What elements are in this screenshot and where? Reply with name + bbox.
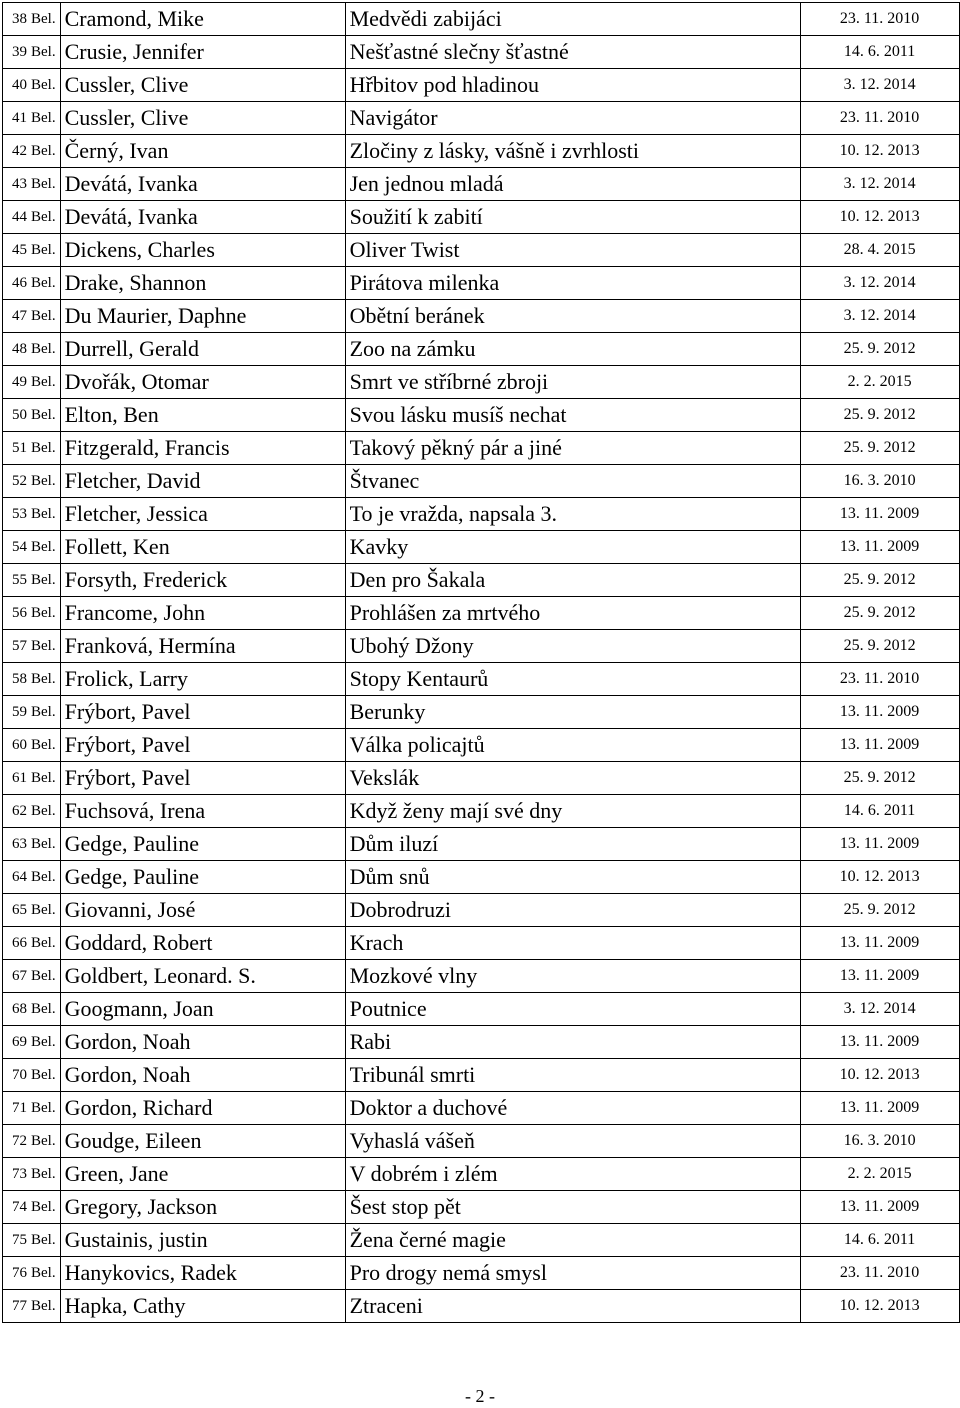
row-number-cell: [3, 630, 61, 663]
date-cell: 25. 9. 2012: [800, 894, 959, 927]
author-cell: Goldbert, Leonard. S.: [60, 960, 345, 993]
date-cell: 13. 11. 2009: [800, 1026, 959, 1059]
library-code: Bel.: [31, 571, 56, 588]
table-row: [3, 1191, 960, 1224]
library-code: Bel.: [31, 406, 56, 423]
row-number: 41: [12, 109, 27, 126]
table-row: [3, 465, 960, 498]
date-cell: 25. 9. 2012: [800, 432, 959, 465]
row-number: 60: [12, 736, 27, 753]
table-row: [3, 69, 960, 102]
title-cell: Navigátor: [345, 102, 800, 135]
title-cell: Takový pěkný pár a jiné: [345, 432, 800, 465]
date-cell: 25. 9. 2012: [800, 399, 959, 432]
title-cell: Poutnice: [345, 993, 800, 1026]
row-number: 62: [12, 802, 27, 819]
title-cell: Kavky: [345, 531, 800, 564]
author-cell: Durrell, Gerald: [60, 333, 345, 366]
date-cell: 2. 2. 2015: [800, 1158, 959, 1191]
title-cell: To je vražda, napsala 3.: [345, 498, 800, 531]
author-cell: Follett, Ken: [60, 531, 345, 564]
library-code: Bel.: [31, 10, 56, 27]
row-number-cell: [3, 267, 61, 300]
library-code: Bel.: [31, 1132, 56, 1149]
title-cell: Zoo na zámku: [345, 333, 800, 366]
date-cell: 3. 12. 2014: [800, 300, 959, 333]
row-number: 64: [12, 868, 27, 885]
row-number: 39: [12, 43, 27, 60]
row-number-cell: [3, 597, 61, 630]
row-number: 49: [12, 373, 27, 390]
date-cell: 14. 6. 2011: [800, 36, 959, 69]
row-number: 40: [12, 76, 27, 93]
table-row: [3, 234, 960, 267]
library-code: Bel.: [31, 1231, 56, 1248]
title-cell: Dobrodruzi: [345, 894, 800, 927]
library-code: Bel.: [31, 1066, 56, 1083]
library-code: Bel.: [31, 109, 56, 126]
row-number-cell: [3, 861, 61, 894]
author-cell: Gedge, Pauline: [60, 828, 345, 861]
row-number-cell: [3, 36, 61, 69]
row-number-cell: [3, 135, 61, 168]
author-cell: Dickens, Charles: [60, 234, 345, 267]
book-list-sheet: [2, 2, 960, 1323]
table-row: [3, 333, 960, 366]
author-cell: Crusie, Jennifer: [60, 36, 345, 69]
row-number: 51: [12, 439, 27, 456]
table-row: [3, 564, 960, 597]
library-code: Bel.: [31, 802, 56, 819]
table-row: [3, 894, 960, 927]
title-cell: Rabi: [345, 1026, 800, 1059]
table-row: [3, 1059, 960, 1092]
row-number-cell: [3, 399, 61, 432]
date-cell: 3. 12. 2014: [800, 267, 959, 300]
library-code: Bel.: [31, 274, 56, 291]
title-cell: Doktor a duchové: [345, 1092, 800, 1125]
row-number-cell: [3, 201, 61, 234]
row-number-cell: [3, 795, 61, 828]
library-code: Bel.: [31, 340, 56, 357]
table-row: [3, 135, 960, 168]
library-code: Bel.: [31, 769, 56, 786]
library-code: Bel.: [31, 1099, 56, 1116]
row-number: 63: [12, 835, 27, 852]
table-row: [3, 729, 960, 762]
library-code: Bel.: [31, 1000, 56, 1017]
author-cell: Gordon, Noah: [60, 1026, 345, 1059]
author-cell: Googmann, Joan: [60, 993, 345, 1026]
author-cell: Frýbort, Pavel: [60, 729, 345, 762]
library-code: Bel.: [31, 307, 56, 324]
date-cell: 23. 11. 2010: [800, 3, 959, 36]
row-number: 54: [12, 538, 27, 555]
title-cell: Štvanec: [345, 465, 800, 498]
library-code: Bel.: [31, 703, 56, 720]
library-code: Bel.: [31, 1264, 56, 1281]
author-cell: Frýbort, Pavel: [60, 762, 345, 795]
row-number: 56: [12, 604, 27, 621]
row-number-cell: [3, 960, 61, 993]
author-cell: Forsyth, Frederick: [60, 564, 345, 597]
title-cell: Dům snů: [345, 861, 800, 894]
row-number-cell: [3, 1290, 61, 1323]
row-number-cell: [3, 366, 61, 399]
table-row: [3, 1026, 960, 1059]
row-number: 44: [12, 208, 27, 225]
library-code: Bel.: [31, 868, 56, 885]
row-number: 69: [12, 1033, 27, 1050]
table-row: [3, 927, 960, 960]
date-cell: 25. 9. 2012: [800, 564, 959, 597]
author-cell: Cramond, Mike: [60, 3, 345, 36]
book-table: [2, 2, 960, 1323]
row-number: 67: [12, 967, 27, 984]
table-row: [3, 795, 960, 828]
date-cell: 13. 11. 2009: [800, 729, 959, 762]
table-row: [3, 1290, 960, 1323]
date-cell: 3. 12. 2014: [800, 168, 959, 201]
row-number-cell: [3, 1059, 61, 1092]
author-cell: Fitzgerald, Francis: [60, 432, 345, 465]
row-number-cell: [3, 432, 61, 465]
library-code: Bel.: [31, 439, 56, 456]
title-cell: Pro drogy nemá smysl: [345, 1257, 800, 1290]
table-row: [3, 1224, 960, 1257]
author-cell: Dvořák, Otomar: [60, 366, 345, 399]
title-cell: Svou lásku musíš nechat: [345, 399, 800, 432]
table-row: [3, 399, 960, 432]
table-row: [3, 861, 960, 894]
title-cell: Tribunál smrti: [345, 1059, 800, 1092]
table-row: [3, 3, 960, 36]
author-cell: Goddard, Robert: [60, 927, 345, 960]
table-row: [3, 993, 960, 1026]
row-number: 46: [12, 274, 27, 291]
library-code: Bel.: [31, 208, 56, 225]
row-number-cell: [3, 465, 61, 498]
title-cell: V dobrém i zlém: [345, 1158, 800, 1191]
author-cell: Giovanni, José: [60, 894, 345, 927]
title-cell: Dům iluzí: [345, 828, 800, 861]
row-number-cell: [3, 663, 61, 696]
row-number: 75: [12, 1231, 27, 1248]
library-code: Bel.: [31, 538, 56, 555]
row-number-cell: [3, 531, 61, 564]
library-code: Bel.: [31, 43, 56, 60]
row-number: 74: [12, 1198, 27, 1215]
row-number-cell: [3, 1026, 61, 1059]
row-number-cell: [3, 993, 61, 1026]
table-row: [3, 630, 960, 663]
title-cell: Medvědi zabijáci: [345, 3, 800, 36]
library-code: Bel.: [31, 1165, 56, 1182]
row-number: 38: [12, 10, 27, 27]
author-cell: Fletcher, Jessica: [60, 498, 345, 531]
title-cell: Vekslák: [345, 762, 800, 795]
row-number-cell: [3, 1224, 61, 1257]
row-number-cell: [3, 894, 61, 927]
library-code: Bel.: [31, 670, 56, 687]
library-code: Bel.: [31, 934, 56, 951]
library-code: Bel.: [31, 835, 56, 852]
table-row: [3, 300, 960, 333]
title-cell: Stopy Kentaurů: [345, 663, 800, 696]
date-cell: 13. 11. 2009: [800, 960, 959, 993]
library-code: Bel.: [31, 76, 56, 93]
title-cell: Zločiny z lásky, vášně i zvrhlosti: [345, 135, 800, 168]
date-cell: 28. 4. 2015: [800, 234, 959, 267]
row-number: 71: [12, 1099, 27, 1116]
author-cell: Gregory, Jackson: [60, 1191, 345, 1224]
date-cell: 10. 12. 2013: [800, 135, 959, 168]
row-number: 52: [12, 472, 27, 489]
author-cell: Hanykovics, Radek: [60, 1257, 345, 1290]
row-number: 76: [12, 1264, 27, 1281]
table-row: [3, 102, 960, 135]
row-number: 65: [12, 901, 27, 918]
row-number: 59: [12, 703, 27, 720]
date-cell: 25. 9. 2012: [800, 630, 959, 663]
page-number: - 2 -: [465, 1386, 495, 1406]
author-cell: Cussler, Clive: [60, 69, 345, 102]
title-cell: Krach: [345, 927, 800, 960]
date-cell: 23. 11. 2010: [800, 663, 959, 696]
row-number-cell: [3, 234, 61, 267]
date-cell: 13. 11. 2009: [800, 1191, 959, 1224]
author-cell: Gordon, Noah: [60, 1059, 345, 1092]
table-row: [3, 498, 960, 531]
library-code: Bel.: [31, 241, 56, 258]
author-cell: Frýbort, Pavel: [60, 696, 345, 729]
date-cell: 25. 9. 2012: [800, 333, 959, 366]
library-code: Bel.: [31, 472, 56, 489]
title-cell: Žena černé magie: [345, 1224, 800, 1257]
date-cell: 25. 9. 2012: [800, 762, 959, 795]
title-cell: Oliver Twist: [345, 234, 800, 267]
row-number: 61: [12, 769, 27, 786]
row-number: 77: [12, 1297, 27, 1314]
author-cell: Du Maurier, Daphne: [60, 300, 345, 333]
library-code: Bel.: [31, 175, 56, 192]
library-code: Bel.: [31, 604, 56, 621]
row-number-cell: [3, 300, 61, 333]
date-cell: 13. 11. 2009: [800, 696, 959, 729]
library-code: Bel.: [31, 967, 56, 984]
title-cell: Soužití k zabití: [345, 201, 800, 234]
title-cell: Ubohý Džony: [345, 630, 800, 663]
library-code: Bel.: [31, 901, 56, 918]
date-cell: 13. 11. 2009: [800, 828, 959, 861]
table-row: [3, 366, 960, 399]
table-row: [3, 960, 960, 993]
table-row: [3, 432, 960, 465]
library-code: Bel.: [31, 736, 56, 753]
title-cell: Nešťastné slečny šťastné: [345, 36, 800, 69]
row-number-cell: [3, 1125, 61, 1158]
row-number: 45: [12, 241, 27, 258]
author-cell: Hapka, Cathy: [60, 1290, 345, 1323]
author-cell: Gustainis, justin: [60, 1224, 345, 1257]
author-cell: Černý, Ivan: [60, 135, 345, 168]
title-cell: Pirátova milenka: [345, 267, 800, 300]
row-number-cell: [3, 729, 61, 762]
row-number: 70: [12, 1066, 27, 1083]
table-row: [3, 1257, 960, 1290]
library-code: Bel.: [31, 1033, 56, 1050]
date-cell: 13. 11. 2009: [800, 1092, 959, 1125]
date-cell: 14. 6. 2011: [800, 1224, 959, 1257]
table-row: [3, 36, 960, 69]
date-cell: 13. 11. 2009: [800, 927, 959, 960]
author-cell: Goudge, Eileen: [60, 1125, 345, 1158]
row-number: 57: [12, 637, 27, 654]
row-number-cell: [3, 828, 61, 861]
title-cell: Prohlášen za mrtvého: [345, 597, 800, 630]
date-cell: 10. 12. 2013: [800, 1290, 959, 1323]
date-cell: 14. 6. 2011: [800, 795, 959, 828]
date-cell: 10. 12. 2013: [800, 1059, 959, 1092]
row-number: 58: [12, 670, 27, 687]
title-cell: Mozkové vlny: [345, 960, 800, 993]
author-cell: Francome, John: [60, 597, 345, 630]
title-cell: Smrt ve stříbrné zbroji: [345, 366, 800, 399]
row-number-cell: [3, 1257, 61, 1290]
row-number-cell: [3, 168, 61, 201]
author-cell: Elton, Ben: [60, 399, 345, 432]
date-cell: 25. 9. 2012: [800, 597, 959, 630]
row-number: 48: [12, 340, 27, 357]
date-cell: 3. 12. 2014: [800, 993, 959, 1026]
date-cell: 16. 3. 2010: [800, 465, 959, 498]
row-number: 53: [12, 505, 27, 522]
library-code: Bel.: [31, 142, 56, 159]
row-number-cell: [3, 696, 61, 729]
row-number-cell: [3, 3, 61, 36]
row-number: 72: [12, 1132, 27, 1149]
date-cell: 2. 2. 2015: [800, 366, 959, 399]
row-number: 73: [12, 1165, 27, 1182]
table-row: [3, 597, 960, 630]
table-row: [3, 267, 960, 300]
table-row: [3, 828, 960, 861]
date-cell: 3. 12. 2014: [800, 69, 959, 102]
author-cell: Gordon, Richard: [60, 1092, 345, 1125]
library-code: Bel.: [31, 637, 56, 654]
author-cell: Fuchsová, Irena: [60, 795, 345, 828]
table-row: [3, 762, 960, 795]
date-cell: 10. 12. 2013: [800, 201, 959, 234]
date-cell: 13. 11. 2009: [800, 531, 959, 564]
date-cell: 23. 11. 2010: [800, 102, 959, 135]
row-number: 42: [12, 142, 27, 159]
table-row: [3, 1158, 960, 1191]
title-cell: Šest stop pět: [345, 1191, 800, 1224]
table-row: [3, 696, 960, 729]
table-row: [3, 663, 960, 696]
library-code: Bel.: [31, 373, 56, 390]
author-cell: Green, Jane: [60, 1158, 345, 1191]
library-code: Bel.: [31, 1297, 56, 1314]
date-cell: 16. 3. 2010: [800, 1125, 959, 1158]
row-number: 66: [12, 934, 27, 951]
title-cell: Berunky: [345, 696, 800, 729]
row-number-cell: [3, 498, 61, 531]
title-cell: Hřbitov pod hladinou: [345, 69, 800, 102]
table-row: [3, 168, 960, 201]
row-number-cell: [3, 1191, 61, 1224]
author-cell: Devátá, Ivanka: [60, 168, 345, 201]
title-cell: Válka policajtů: [345, 729, 800, 762]
date-cell: 23. 11. 2010: [800, 1257, 959, 1290]
table-row: [3, 1092, 960, 1125]
title-cell: Když ženy mají své dny: [345, 795, 800, 828]
title-cell: Obětní beránek: [345, 300, 800, 333]
author-cell: Cussler, Clive: [60, 102, 345, 135]
author-cell: Franková, Hermína: [60, 630, 345, 663]
library-code: Bel.: [31, 1198, 56, 1215]
author-cell: Fletcher, David: [60, 465, 345, 498]
library-code: Bel.: [31, 505, 56, 522]
title-cell: Vyhaslá vášeň: [345, 1125, 800, 1158]
date-cell: 10. 12. 2013: [800, 861, 959, 894]
row-number-cell: [3, 762, 61, 795]
row-number: 43: [12, 175, 27, 192]
title-cell: Jen jednou mladá: [345, 168, 800, 201]
row-number-cell: [3, 927, 61, 960]
row-number-cell: [3, 333, 61, 366]
author-cell: Devátá, Ivanka: [60, 201, 345, 234]
row-number-cell: [3, 564, 61, 597]
row-number-cell: [3, 102, 61, 135]
title-cell: Ztraceni: [345, 1290, 800, 1323]
table-row: [3, 201, 960, 234]
row-number: 47: [12, 307, 27, 324]
table-row: [3, 531, 960, 564]
row-number: 55: [12, 571, 27, 588]
row-number: 68: [12, 1000, 27, 1017]
row-number-cell: [3, 1158, 61, 1191]
author-cell: Frolick, Larry: [60, 663, 345, 696]
date-cell: 13. 11. 2009: [800, 498, 959, 531]
title-cell: Den pro Šakala: [345, 564, 800, 597]
row-number-cell: [3, 1092, 61, 1125]
row-number-cell: [3, 69, 61, 102]
author-cell: Gedge, Pauline: [60, 861, 345, 894]
author-cell: Drake, Shannon: [60, 267, 345, 300]
table-row: [3, 1125, 960, 1158]
row-number: 50: [12, 406, 27, 423]
